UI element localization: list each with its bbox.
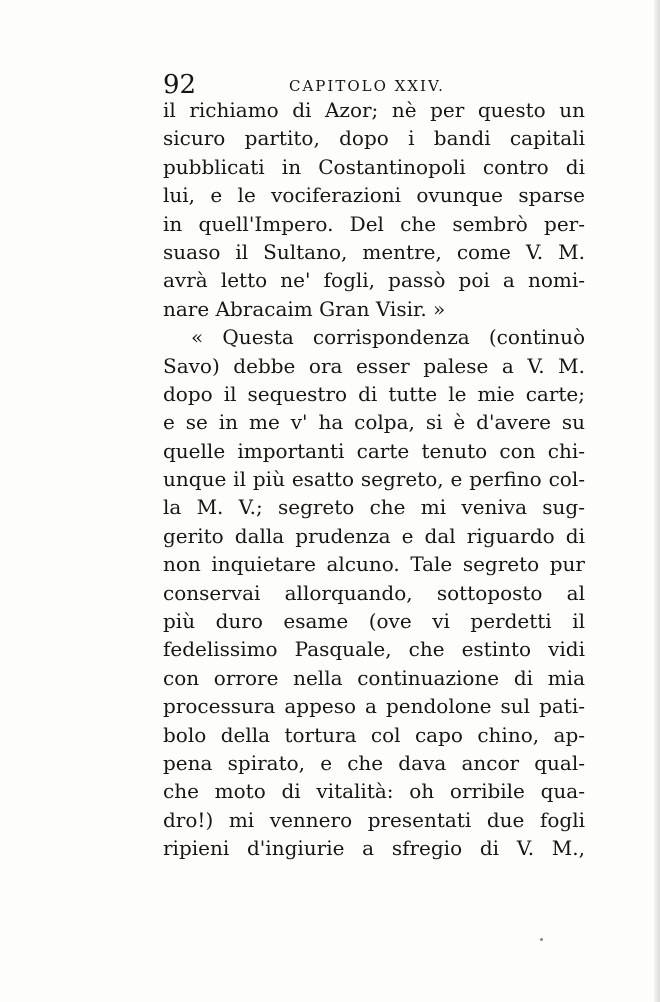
text-line: « Questa corrispondenza (continuò — [191, 325, 585, 350]
text-line: e se in me v' ha colpa, si è d'avere su — [163, 410, 585, 435]
page-edge-shadow — [654, 0, 660, 1002]
text-line: con orrore nella continuazione di mia — [163, 665, 585, 690]
text-line: dopo il sequestro di tutte le mie carte; — [163, 381, 585, 406]
text-line: quelle importanti carte tenuto con chi- — [163, 438, 585, 463]
text-line: più duro esame (ove vi perdetti il — [163, 609, 585, 634]
text-line: il richiamo di Azor; nè per questo un — [163, 98, 585, 122]
body-text — [163, 96, 585, 863]
text-line: gerito dalla prudenza e dal riguardo di — [163, 523, 585, 548]
text-line: la M. V.; segreto che mi veniva sug- — [163, 495, 585, 520]
text-line: pena spirato, e che dava ancor qual- — [163, 750, 585, 775]
text-line: che moto di vitalità: oh orribile qua- — [163, 779, 585, 804]
text-line: nare Abracaim Gran Visir. » — [163, 296, 446, 321]
paper-speck — [540, 938, 543, 941]
text-line: non inquietare alcuno. Tale segreto pur — [163, 552, 585, 577]
text-line: suaso il Sultano, mentre, come V. M. — [163, 239, 585, 264]
text-line: pubblicati in Costantinopoli contro di — [163, 154, 585, 179]
text-line: bolo della tortura col capo chino, ap- — [163, 722, 585, 747]
text-line: avrà letto ne' fogli, passò poi a nomi- — [163, 268, 585, 293]
running-head: CAPITOLO XXIV. — [289, 77, 445, 95]
text-line: sicuro partito, dopo i bandi capitali — [163, 126, 585, 151]
text-line: unque il più esatto segreto, e perfino col- — [163, 467, 585, 492]
text-line: dro!) mi vennero presentati due fogli — [163, 807, 585, 832]
text-line: Savo) debbe ora esser palese a V. M. — [163, 353, 585, 378]
page-number: 92 — [163, 70, 197, 100]
text-line: lui, e le vociferazioni ovunque sparse — [163, 183, 585, 208]
text-line: in quell'Impero. Del che sembrò per- — [163, 211, 585, 236]
text-line: fedelissimo Pasquale, che estinto vidi — [163, 637, 585, 662]
text-line: processura appeso a pendolone sul pati- — [163, 694, 585, 719]
text-line: conservai allorquando, sottoposto al — [163, 580, 585, 605]
text-line: ripieni d'ingiurie a sfregio di V. M., — [163, 836, 585, 861]
